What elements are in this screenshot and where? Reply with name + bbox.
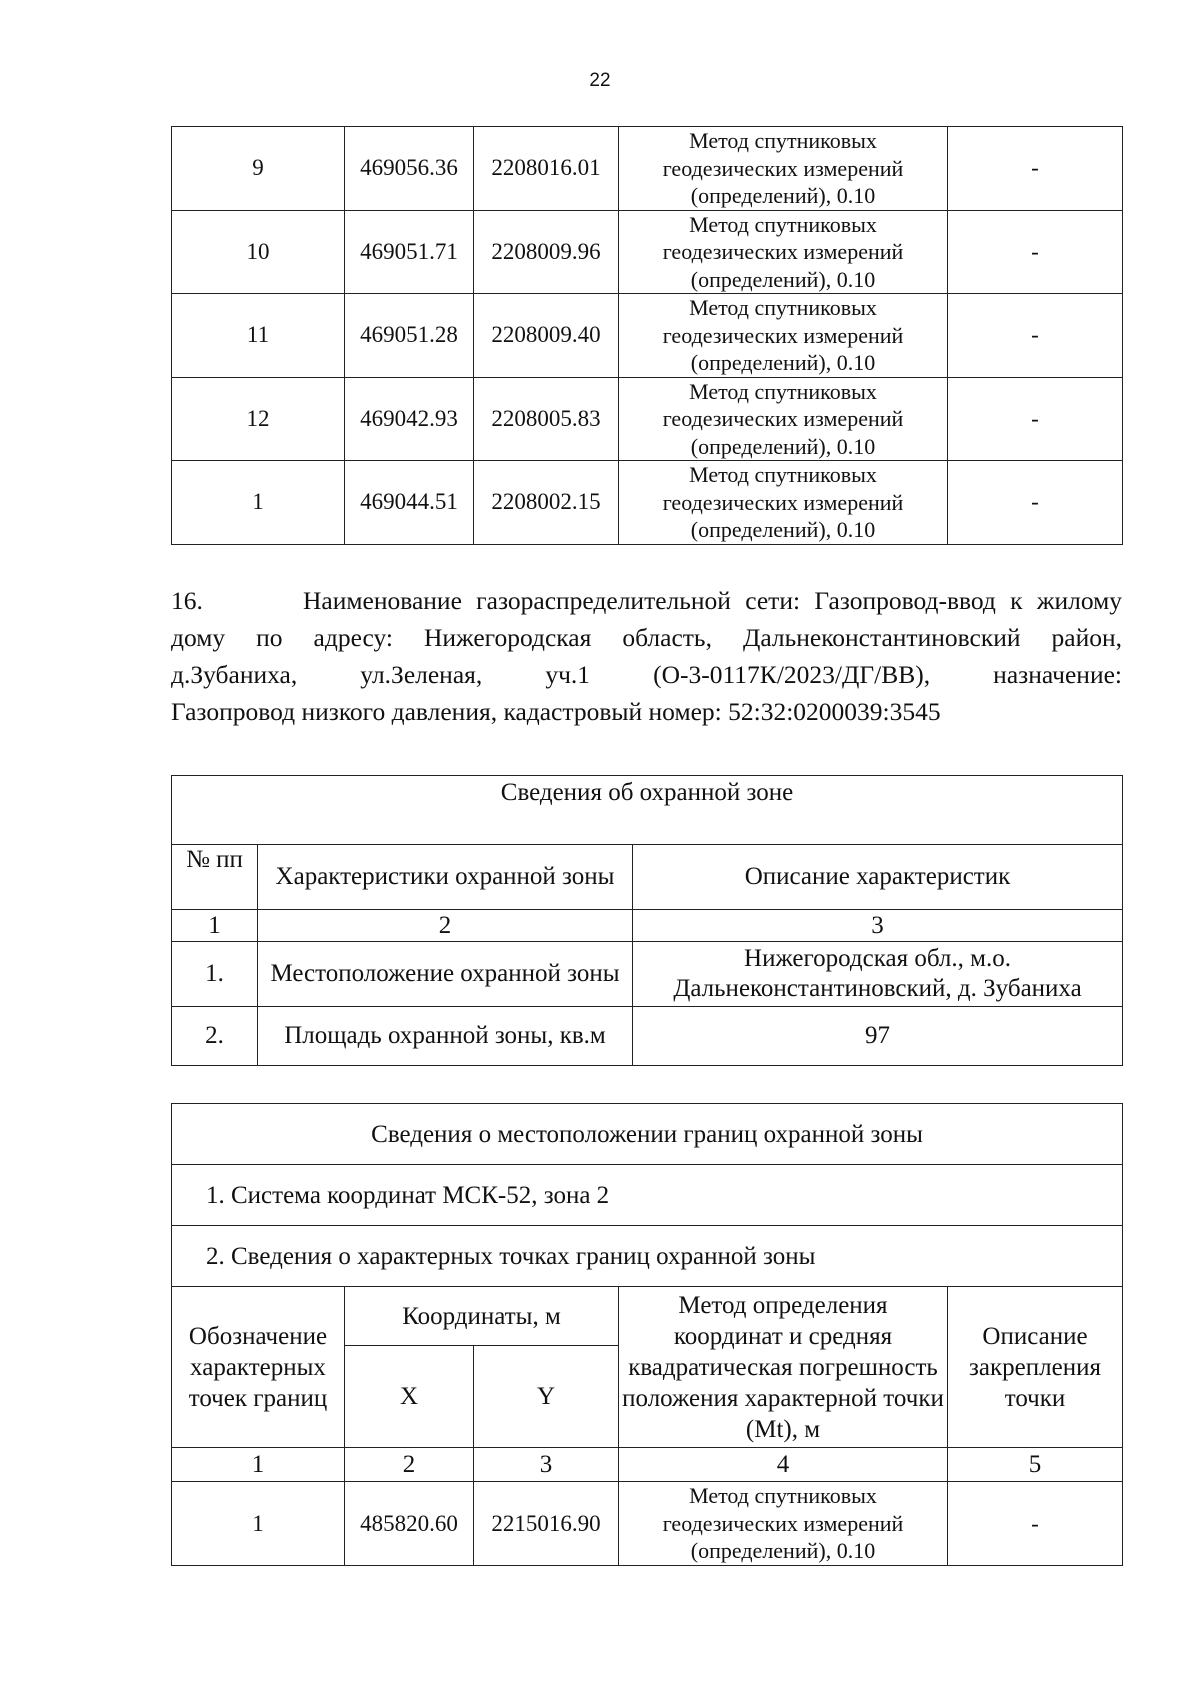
point-description: - (948, 127, 1123, 211)
coord-y: 2208016.01 (474, 127, 619, 211)
point-number: 1 (172, 1482, 345, 1566)
header-y: Y (474, 1346, 619, 1448)
method-cell: Метод спутниковых геодезических измерений (определений), 0.10 (619, 127, 948, 211)
page-number: 22 (589, 70, 611, 91)
point-number: 11 (172, 294, 345, 378)
method-cell: Метод спутниковых геодезических измерений (определений), 0.10 (619, 377, 948, 461)
paragraph-line: 16. Наименование газораспределительной сети: Газопровод-ввод к жилому (171, 586, 1122, 615)
row-number: 2. (172, 1007, 258, 1066)
table-row (172, 127, 1123, 211)
table-title-row (172, 1104, 1123, 1165)
method-cell: Метод спутниковых геодезических измерений (определений), 0.10 (619, 1482, 948, 1566)
table-header-row (172, 1287, 1123, 1346)
point-description: - (948, 461, 1123, 545)
table-header-row (172, 845, 1123, 910)
column-number: 4 (619, 1448, 948, 1482)
coord-y: 2208005.83 (474, 377, 619, 461)
row-number: 1. (172, 942, 258, 1007)
method-cell: Метод спутниковых геодезических измерений (определений), 0.10 (619, 461, 948, 545)
column-number: 5 (948, 1448, 1123, 1482)
column-number: 2 (258, 910, 633, 942)
header-point-description: Описание закрепления точки (948, 1287, 1123, 1448)
coord-x: 469044.51 (345, 461, 474, 545)
table-title: Сведения об охранной зоне (172, 776, 1123, 845)
coord-x: 469051.28 (345, 294, 474, 378)
point-description: - (948, 377, 1123, 461)
column-number: 1 (172, 1448, 345, 1482)
points-title-row (172, 1226, 1123, 1287)
coord-x: 469042.93 (345, 377, 474, 461)
column-numbers-row (172, 910, 1123, 942)
table-row (172, 461, 1123, 545)
paragraph-line: д.Зубаниха, ул.Зеленая, уч.1 (О-3-0117К/2023/ДГ/ВВ), назначение: (171, 660, 1122, 689)
column-number: 1 (172, 910, 258, 942)
header-number: № пп (172, 845, 258, 910)
coord-y: 2208009.40 (474, 294, 619, 378)
table-row (172, 294, 1123, 378)
coordinate-system-row (172, 1165, 1123, 1226)
point-number: 1 (172, 461, 345, 545)
table-row (172, 1007, 1123, 1066)
header-characteristics: Характеристики охранной зоны (258, 845, 633, 910)
coordinates-table-continued (171, 126, 1123, 545)
characteristic-value: 97 (633, 1007, 1123, 1066)
header-method: Метод определения координат и средняя квадратическая погрешность положения характерной точки (Mt), м (619, 1287, 948, 1448)
column-number: 2 (345, 1448, 474, 1482)
paragraph-line: дому по адресу: Нижегородская область, Дальнеконстантиновский район, (171, 623, 1122, 652)
section-16-paragraph (171, 582, 1122, 730)
point-number: 9 (172, 127, 345, 211)
characteristic-value: Нижегородская обл., м.о. Дальнеконстантиновский, д. Зубаниха (633, 942, 1123, 1007)
table-title-row (172, 776, 1123, 845)
coord-x: 469056.36 (345, 127, 474, 211)
characteristic-name: Местоположение охранной зоны (258, 942, 633, 1007)
boundary-location-table (171, 1103, 1123, 1566)
point-description: - (948, 1482, 1123, 1566)
column-number: 3 (474, 1448, 619, 1482)
characteristic-name: Площадь охранной зоны, кв.м (258, 1007, 633, 1066)
method-cell: Метод спутниковых геодезических измерений (определений), 0.10 (619, 294, 948, 378)
coord-x: 469051.71 (345, 210, 474, 294)
method-cell: Метод спутниковых геодезических измерений (определений), 0.10 (619, 210, 948, 294)
header-coordinates: Координаты, м (345, 1287, 619, 1346)
coord-y: 2215016.90 (474, 1482, 619, 1566)
column-number: 3 (633, 910, 1123, 942)
coord-y: 2208002.15 (474, 461, 619, 545)
point-description: - (948, 210, 1123, 294)
coord-x: 485820.60 (345, 1482, 474, 1566)
header-description: Описание характеристик (633, 845, 1123, 910)
table-row (172, 942, 1123, 1007)
point-number: 12 (172, 377, 345, 461)
table-row (172, 377, 1123, 461)
column-numbers-row (172, 1448, 1123, 1482)
protection-zone-table (171, 775, 1123, 1066)
table-row (172, 1482, 1123, 1566)
point-description: - (948, 294, 1123, 378)
points-title: 2. Сведения о характерных точках границ охранной зоны (172, 1226, 1123, 1287)
paragraph-line: Газопровод низкого давления, кадастровый номер: 52:32:0200039:3545 (171, 697, 941, 726)
table-title: Сведения о местоположении границ охранной зоны (172, 1104, 1123, 1165)
header-x: X (345, 1346, 474, 1448)
table-row (172, 210, 1123, 294)
coordinate-system: 1. Система координат МСК-52, зона 2 (172, 1165, 1123, 1226)
header-point: Обозначение характерных точек границ (172, 1287, 345, 1448)
coord-y: 2208009.96 (474, 210, 619, 294)
point-number: 10 (172, 210, 345, 294)
